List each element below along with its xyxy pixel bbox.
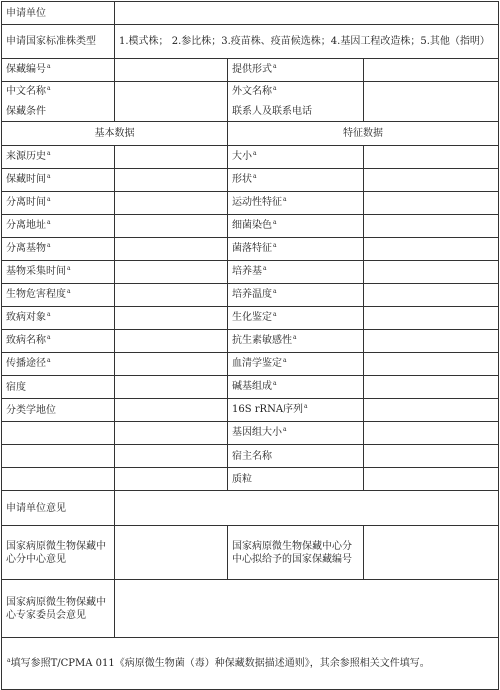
right-field-value[interactable] — [364, 307, 499, 330]
right-field-label: 碱基组成$^a$ — [228, 376, 364, 399]
left-field-label: 致病对象$^a$ — [2, 307, 115, 330]
left-field-value[interactable] — [115, 238, 228, 261]
accession-no-value[interactable] — [115, 59, 228, 82]
foreign-name-label: 外文名称$^a$ — [228, 82, 364, 102]
right-field-value[interactable] — [364, 445, 499, 468]
right-field-value[interactable] — [364, 284, 499, 307]
std-strain-type-label: 申请国家标准株类型 — [2, 25, 115, 59]
left-field-label: 分离时间$^a$ — [2, 192, 115, 215]
assigned-number-label: 国家病原微生物保藏中心分中心拟给予的国家保藏编号 — [228, 526, 364, 580]
right-field-label: 运动性特征$^a$ — [228, 192, 364, 215]
right-field-label: 血清学鉴定$^a$ — [228, 353, 364, 376]
assigned-number-value[interactable] — [364, 526, 499, 580]
sub-center-opinion-label: 国家病原微生物保藏中心分中心意见 — [2, 526, 115, 580]
contact-label: 联系人及联系电话 — [228, 102, 364, 122]
left-field-label: 保藏时间$^a$ — [2, 169, 115, 192]
left-field-value[interactable] — [115, 399, 228, 422]
right-field-value[interactable] — [364, 422, 499, 445]
footer-note: $^a$填写参照T/CPMA 011《病原微生物菌（毒）种保藏数据描述通则》，其余参照相关文件填写。 — [2, 638, 499, 690]
left-field-value[interactable] — [115, 468, 228, 491]
left-field-value[interactable] — [115, 307, 228, 330]
left-field-value[interactable] — [115, 284, 228, 307]
right-field-label: 抗生素敏感性$^a$ — [228, 330, 364, 353]
left-field-label — [2, 468, 115, 491]
left-field-label: 致病名称$^a$ — [2, 330, 115, 353]
left-field-value[interactable] — [115, 215, 228, 238]
right-field-value[interactable] — [364, 261, 499, 284]
right-field-label: 生化鉴定$^a$ — [228, 307, 364, 330]
basic-data-header: 基本数据 — [2, 122, 228, 146]
left-field-value[interactable] — [115, 192, 228, 215]
applicant-unit-label: 申请单位 — [2, 2, 115, 25]
right-field-value[interactable] — [364, 376, 499, 399]
applicant-opinion-value[interactable] — [115, 491, 499, 526]
left-field-value[interactable] — [115, 169, 228, 192]
right-field-value[interactable] — [364, 146, 499, 169]
right-field-value[interactable] — [364, 330, 499, 353]
committee-opinion-value[interactable] — [115, 580, 499, 638]
chinese-name-label: 中文名称$^a$ — [2, 82, 115, 102]
right-field-label: 培养基$^a$ — [228, 261, 364, 284]
provide-form-value[interactable] — [364, 59, 499, 82]
foreign-name-value[interactable] — [364, 82, 499, 122]
right-field-value[interactable] — [364, 192, 499, 215]
left-field-label: 宿度 — [2, 376, 115, 399]
left-field-label — [2, 422, 115, 445]
std-strain-type-options: 1.模式株； 2.参比株；3.疫苗株、疫苗候选株；4.基因工程改造株；5.其他（指明） — [115, 25, 499, 59]
left-field-label: 分离基物$^a$ — [2, 238, 115, 261]
right-field-label: 形状$^a$ — [228, 169, 364, 192]
left-field-value[interactable] — [115, 445, 228, 468]
left-field-label: 分类学地位 — [2, 399, 115, 422]
left-field-label: 来源历史$^a$ — [2, 146, 115, 169]
applicant-unit-value[interactable] — [115, 2, 499, 25]
right-field-value[interactable] — [364, 468, 499, 491]
left-field-label: 传播途径$^a$ — [2, 353, 115, 376]
strain-application-form — [1, 1, 498, 690]
right-field-label: 16S rRNA序列$^a$ — [228, 399, 364, 422]
right-field-label: 基因组大小$^a$ — [228, 422, 364, 445]
sub-center-opinion-value[interactable] — [115, 526, 228, 580]
accession-no-label: 保藏编号$^a$ — [2, 59, 115, 82]
right-field-value[interactable] — [364, 399, 499, 422]
left-field-value[interactable] — [115, 330, 228, 353]
form-table — [1, 1, 499, 690]
left-field-value[interactable] — [115, 376, 228, 399]
left-field-label: 基物采集时间$^a$ — [2, 261, 115, 284]
right-field-label: 宿主名称 — [228, 445, 364, 468]
left-field-value[interactable] — [115, 261, 228, 284]
left-field-label: 生物危害程度$^a$ — [2, 284, 115, 307]
right-field-value[interactable] — [364, 215, 499, 238]
feature-data-header: 特征数据 — [228, 122, 499, 146]
left-field-value[interactable] — [115, 422, 228, 445]
chinese-name-value[interactable] — [115, 82, 228, 122]
right-field-value[interactable] — [364, 169, 499, 192]
left-field-value[interactable] — [115, 353, 228, 376]
left-field-label: 分离地址$^a$ — [2, 215, 115, 238]
storage-conditions-label: 保藏条件 — [2, 102, 115, 122]
right-field-label: 大小$^a$ — [228, 146, 364, 169]
provide-form-label: 提供形式$^a$ — [228, 59, 364, 82]
right-field-label: 菌落特征$^a$ — [228, 238, 364, 261]
right-field-label: 细菌染色$^a$ — [228, 215, 364, 238]
committee-opinion-label: 国家病原微生物保藏中心专家委员会意见 — [2, 580, 115, 638]
right-field-value[interactable] — [364, 353, 499, 376]
left-field-value[interactable] — [115, 146, 228, 169]
right-field-label: 培养温度$^a$ — [228, 284, 364, 307]
left-field-label — [2, 445, 115, 468]
applicant-opinion-label: 申请单位意见 — [2, 491, 115, 526]
right-field-value[interactable] — [364, 238, 499, 261]
right-field-label: 质粒 — [228, 468, 364, 491]
